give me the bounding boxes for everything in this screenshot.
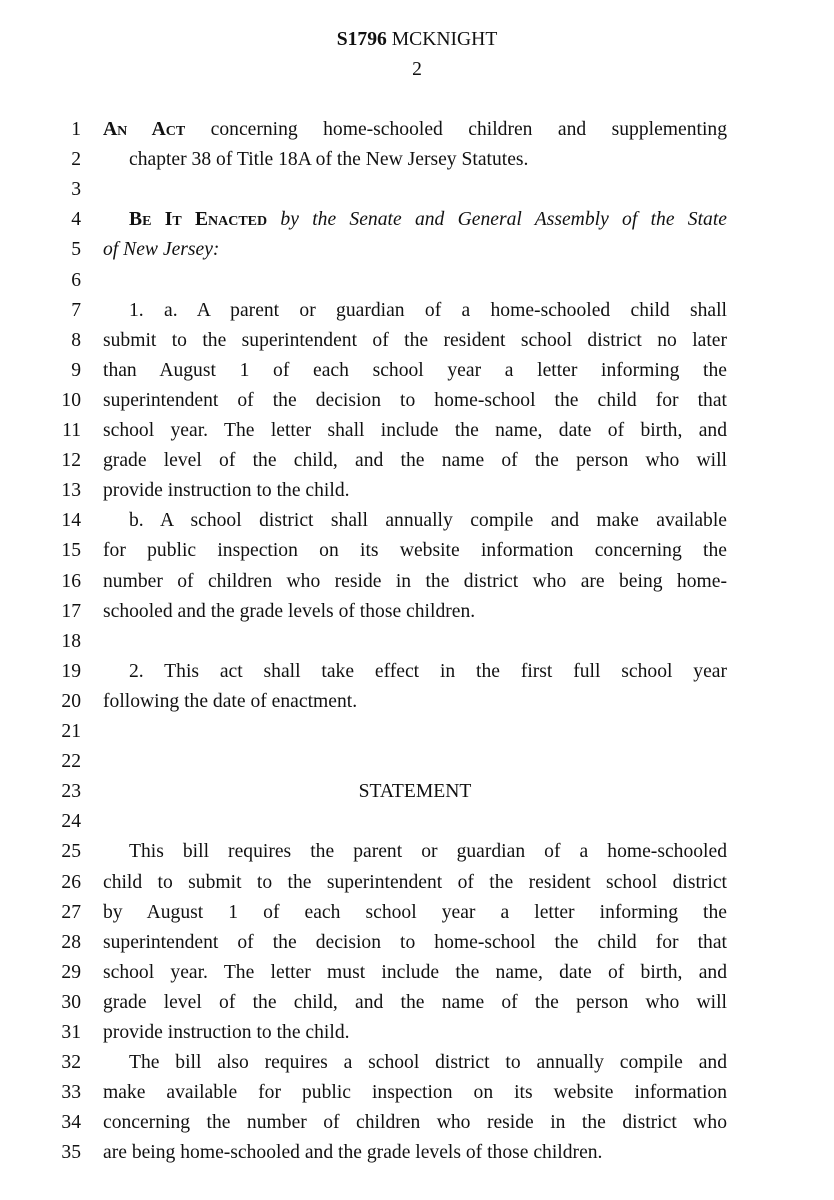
line-text: [103, 868, 727, 898]
line-number: 28: [61, 931, 81, 953]
line-content: concerning home-schooled children and supplementing: [185, 119, 727, 140]
document-line: [0, 536, 834, 566]
line-text: [103, 567, 727, 597]
line-text: [103, 1138, 727, 1168]
line-number: 20: [61, 690, 81, 712]
line-number: 10: [61, 389, 81, 411]
line-text: [103, 145, 727, 175]
line-number: 32: [61, 1052, 81, 1074]
line-text: [103, 1018, 727, 1048]
line-content: provide instruction to the child.: [103, 1022, 350, 1043]
line-number: 21: [61, 721, 81, 742]
line-content: provide instruction to the child.: [103, 480, 350, 502]
line-number: 33: [61, 1082, 81, 1104]
line-content: school year. The letter must include the name, date of birth, and: [103, 961, 727, 983]
document-line: [0, 386, 834, 416]
document-line: [0, 115, 834, 145]
line-number: 14: [61, 510, 81, 532]
document-line: [0, 657, 834, 687]
lead-phrase: Be It Enacted: [129, 209, 268, 231]
line-content: STATEMENT: [358, 781, 472, 803]
document-line: [0, 597, 834, 627]
document-line: [0, 205, 834, 235]
document-line: [0, 868, 834, 898]
line-number: 7: [71, 299, 81, 321]
document-line: [0, 1108, 834, 1138]
page-header: [0, 25, 834, 55]
line-content: by the Senate and General Assembly of the State: [267, 209, 727, 231]
document-line: [0, 1138, 834, 1168]
line-text: [103, 1108, 727, 1138]
document-line: [0, 837, 834, 867]
line-content: than August 1 of each school year a letter informing the: [103, 359, 727, 381]
line-text: [103, 356, 727, 386]
line-text: [103, 296, 727, 326]
bill-number: S1796: [336, 29, 387, 50]
line-text: [103, 928, 727, 958]
line-content: grade level of the child, and the name of the person who will: [103, 991, 727, 1013]
line-content: concerning the number of children who reside in the district who: [103, 1112, 727, 1134]
line-number: 15: [61, 540, 81, 562]
line-text: [103, 657, 727, 687]
lead-phrase: An Act: [103, 119, 186, 140]
line-number: 23: [61, 781, 81, 803]
line-text: [103, 235, 727, 265]
line-number: 4: [71, 209, 81, 231]
line-number: 13: [61, 480, 81, 502]
line-content: b. A school district shall annually compile and make available: [129, 510, 727, 532]
document-line: [0, 1078, 834, 1108]
line-text: [103, 687, 727, 717]
line-content: 2. This act shall take effect in the first full school year: [129, 660, 727, 682]
line-content: by August 1 of each school year a letter informing the: [103, 901, 727, 923]
line-text: [103, 958, 727, 988]
line-text: [103, 205, 727, 235]
line-number: 12: [61, 450, 81, 472]
document-line: [0, 988, 834, 1018]
document-line: [0, 446, 834, 476]
document-line: [0, 898, 834, 928]
line-text: [103, 506, 727, 536]
document-line: [0, 777, 834, 807]
line-number: 9: [71, 359, 81, 381]
document-line: [0, 356, 834, 386]
line-number: 11: [62, 420, 81, 441]
page-number: 2: [412, 59, 422, 80]
line-text: [103, 386, 727, 416]
document-line: [0, 506, 834, 536]
line-content: school year. The letter shall include the name, date of birth, and: [103, 420, 727, 441]
line-number: 24: [61, 811, 81, 833]
document-line: [0, 235, 834, 265]
line-content: superintendent of the decision to home-school the child for that: [103, 389, 727, 411]
line-number: 27: [61, 901, 81, 923]
line-text: [103, 416, 727, 446]
document-line: [0, 928, 834, 958]
document-line: [0, 627, 834, 657]
line-content: superintendent of the decision to home-school the child for that: [103, 931, 727, 953]
line-number: 16: [61, 570, 81, 592]
line-text: [103, 536, 727, 566]
line-number: 17: [61, 600, 81, 622]
line-text: [103, 898, 727, 928]
line-content: submit to the superintendent of the resident school district no later: [103, 329, 727, 351]
line-text: [103, 597, 727, 627]
document-line: [0, 958, 834, 988]
line-content: This bill requires the parent or guardian of a home-schooled: [129, 841, 727, 863]
line-content: child to submit to the superintendent of the resident school district: [103, 871, 727, 893]
line-content: are being home-schooled and the grade levels of those children.: [103, 1142, 603, 1164]
line-number: 25: [61, 841, 81, 863]
document-line: [0, 416, 834, 446]
document-line: [0, 807, 834, 837]
section-heading: [103, 777, 727, 807]
line-number: 18: [61, 630, 81, 652]
line-number: 31: [61, 1022, 81, 1043]
line-content: grade level of the child, and the name of the person who will: [103, 450, 727, 472]
line-content: schooled and the grade levels of those children.: [103, 600, 476, 622]
line-number: 30: [61, 991, 81, 1013]
line-text: [103, 326, 727, 356]
line-text: [103, 837, 727, 867]
line-number: 1: [71, 119, 81, 140]
document-line: [0, 567, 834, 597]
line-content: following the date of enactment.: [103, 690, 358, 712]
line-number: 22: [61, 751, 81, 773]
line-content: The bill also requires a school district to annually compile and: [129, 1052, 727, 1074]
line-content: 1. a. A parent or guardian of a home-schooled child shall: [129, 299, 727, 321]
document-line: [0, 266, 834, 296]
line-number: 2: [71, 149, 81, 171]
line-content: number of children who reside in the district who are being home-: [103, 570, 727, 592]
document-line: [0, 687, 834, 717]
line-content: of New Jersey:: [103, 239, 220, 261]
line-content: for public inspection on its website information concerning the: [103, 540, 727, 562]
document-line: [0, 1048, 834, 1078]
document-line: [0, 717, 834, 747]
document-line: [0, 145, 834, 175]
line-number: 26: [61, 871, 81, 893]
line-content: chapter 38 of Title 18A of the New Jersey Statutes.: [129, 149, 529, 171]
sponsor-name: MCKNIGHT: [391, 29, 498, 50]
document-line: [0, 1018, 834, 1048]
line-text: [103, 115, 727, 145]
document-line: [0, 296, 834, 326]
document-line: [0, 476, 834, 506]
line-text: [103, 988, 727, 1018]
document-line: [0, 747, 834, 777]
line-number: 29: [61, 961, 81, 983]
line-number: 34: [61, 1112, 81, 1134]
line-number: 35: [61, 1142, 81, 1164]
line-number: 19: [61, 660, 81, 682]
line-number: 8: [71, 329, 81, 351]
line-number: 6: [71, 269, 81, 291]
line-content: make available for public inspection on its website information: [103, 1082, 727, 1104]
document-line: [0, 175, 834, 205]
line-text: [103, 476, 727, 506]
line-number: 5: [71, 239, 81, 261]
line-text: [103, 446, 727, 476]
line-number: 3: [71, 179, 81, 201]
line-text: [103, 1078, 727, 1108]
line-text: [103, 1048, 727, 1078]
document-line: [0, 326, 834, 356]
